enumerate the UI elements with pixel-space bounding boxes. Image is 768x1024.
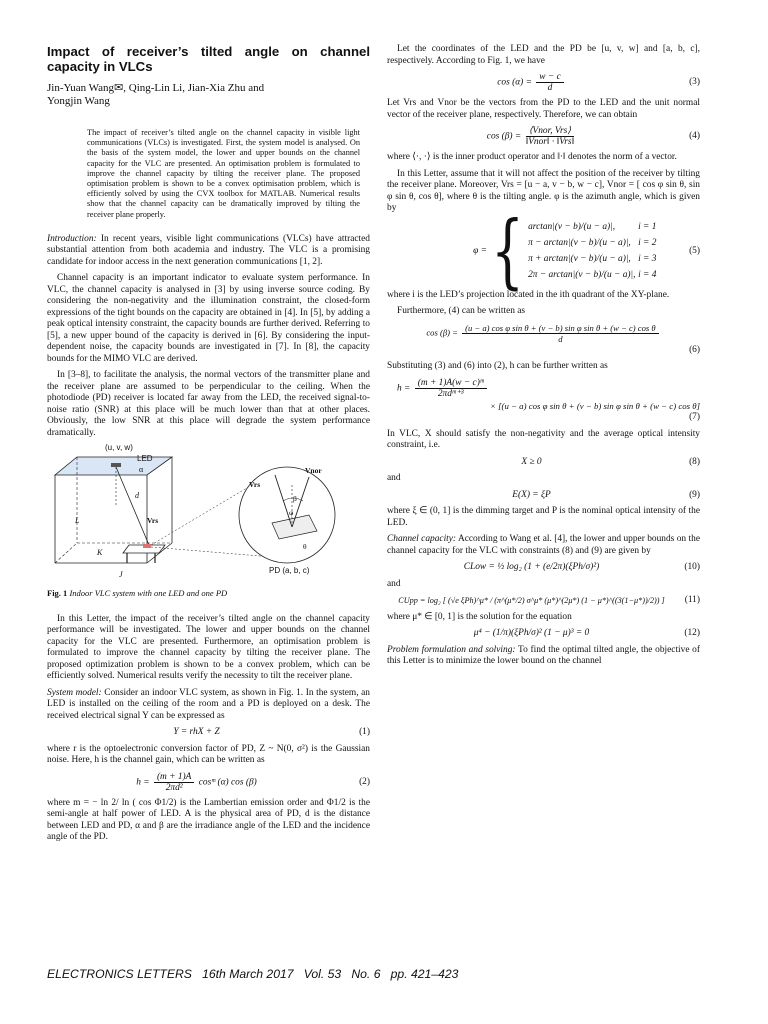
intro-text-1: In recent years, visible light communications (VLCs) have attracted substantial attention from both academia and industry. The VLC is a promising candidate for indoor access in the next generation communications [1, 2]. [47, 233, 370, 267]
eq2-lhs: h = [136, 777, 150, 788]
equation-6-number-row [387, 345, 700, 357]
equation-1-body: Y = rhX + Z [173, 727, 220, 738]
eq5-case-expr: arctan|(v − b)/(u − a)|, [528, 221, 616, 232]
equation-3 [387, 72, 700, 93]
figure-1-caption [47, 588, 370, 600]
system-model-heading: System model: [47, 687, 102, 698]
eq5-case-cond: i = 1 [638, 221, 657, 232]
eq2-denominator: 2πd² [165, 782, 183, 793]
eq4-lhs: cos (β) = [486, 131, 522, 142]
label-phi: φ [289, 508, 294, 518]
eq7-lhs: h = [397, 383, 411, 394]
intro-heading: Introduction: [47, 233, 97, 244]
equation-6 [387, 323, 700, 344]
author-list [47, 82, 370, 108]
label-led: LED [137, 454, 153, 464]
and-text-1: and [387, 473, 401, 483]
eq7-line2: × [(u − a) cos φ sin θ + (v − b) sin φ sin θ + (w − c) cos θ] [489, 400, 700, 411]
equation-7-number: (7) [689, 412, 700, 422]
equation-1-number: (1) [359, 727, 370, 738]
equation-12 [387, 628, 700, 640]
label-vrs-room: Vrs [147, 516, 159, 526]
eq5-case [528, 268, 676, 284]
system-model-paragraph [47, 688, 370, 723]
eq3-denominator: d [547, 83, 553, 93]
intro-paragraph-3: In [3–8], to facilitate the analysis, the normal vectors of the transmitter plane and the receiver plane are assumed to be perpendicular to the ceiling. When the photodiode (PD) receiver is located far away from the LED, the received signal-to-noise ratio (SNR) at this place will be much lower than that at other places. Obviously, the low SNR at this place will degrade the system performance dramatically. [47, 370, 370, 438]
eq5-case [528, 236, 676, 252]
right-paragraph-7: Substituting (3) and (6) into (2), h can be further written as [387, 361, 608, 371]
eq3-lhs: cos (α) = [497, 77, 532, 88]
eq6-numerator: (u − a) cos φ sin θ + (v − b) sin φ sin θ + (w − c) cos θ [462, 323, 659, 334]
eq5-case-expr: π + arctan|(v − b)/(u − a)|, [528, 253, 631, 264]
caption-number: Fig. 1 [47, 588, 68, 599]
and-text-2: and [387, 578, 401, 589]
label-J: J [119, 570, 123, 580]
authors-line-2: Yongjin Wang [47, 95, 110, 107]
equation-2-number: (2) [359, 776, 370, 787]
eq4-numerator: ⟨Vnor, Vrs⟩ [526, 126, 574, 137]
right-paragraph-4: In this Letter, assume that it will not affect the position of the receiver by tilting the receiver plane. Moreover, Vrs = [u − a, v − b, w − c], Vnor = [ cos φ sin θ, sin φ sin θ, cos θ], where θ is the tilting angle. φ is the azimuth angle, which is given by [387, 168, 700, 213]
equation-7-number-row [387, 412, 700, 424]
eq7-fraction [415, 378, 487, 399]
eq5-case-cond: i = 2 [638, 237, 657, 248]
equation-12-body: μ⁴ − (1/π)(ξPh/σ)² (1 − μ)³ = 0 [473, 628, 590, 638]
after-eq1-text: where r is the optoelectronic conversion factor of PD, Z ~ N(0, σ²) is the Gaussian noise. Here, h is the channel gain, which can be written as [47, 743, 370, 766]
eq5-case-expr: π − arctan|(v − b)/(u − a)|, [528, 237, 631, 248]
eq5-case-expr: 2π − arctan|(v − b)/(u − a)|, [528, 269, 636, 280]
eq2-numerator: (m + 1)A [154, 772, 194, 783]
equation-6-number: (6) [689, 344, 700, 355]
right-paragraph-3: where ⟨·, ·⟩ is the inner product operator and ‖·‖ denotes the norm of a vector. [387, 152, 677, 162]
right-paragraph-10: where μ* ∈ [0, 1] is the solution for the equation [387, 611, 572, 622]
equation-11 [387, 595, 700, 607]
eq5-brace: { [491, 205, 525, 298]
right-paragraph-1: Let the coordinates of the LED and the PD be [u, v, w] and [a, b, c], respectively. According to Fig. 1, we have [387, 44, 700, 66]
authors-line-1: Jin-Yuan Wang✉, Qing-Lin Li, Jian-Xia Zhu and [47, 82, 265, 94]
caption-text: Indoor VLC system with one LED and one PD [67, 588, 228, 599]
eq4-denominator: ‖Vnor‖ · ‖Vrs‖ [525, 137, 575, 147]
equation-7-line-2 [387, 401, 700, 413]
after-eq2-text: where m = − ln 2/ ln ( cos Φ1/2) is the Lambertian emission order and Φ1/2 is the semi-angle at half power of LED. A is the physical area of PD, d is the distance between LED and PD, α and β are the irradiance angle of the LED and the incidence angle of the PD. [47, 797, 370, 843]
eq2-rest: cosᵐ (α) cos (β) [198, 777, 257, 788]
eq5-case-cond: i = 3 [638, 253, 657, 264]
eq5-case [528, 220, 676, 236]
channel-capacity-paragraph [387, 534, 700, 557]
eq2-fraction [154, 772, 194, 793]
equation-11-number: (11) [684, 595, 700, 605]
equation-10-number: (10) [684, 562, 700, 572]
equation-10 [387, 562, 700, 574]
right-column [387, 44, 700, 673]
equation-5-number: (5) [689, 245, 700, 256]
equation-3-number: (3) [689, 76, 700, 87]
equation-9 [387, 490, 700, 502]
paper-title: Impact of receiver’s tilted angle on channel capacity in VLCs [47, 44, 370, 74]
eq7-denominator: 2πdᵐ⁺³ [437, 388, 464, 399]
label-vrs: Vrs [249, 480, 261, 490]
eq6-fraction [462, 323, 659, 344]
equation-11-body: CUpp = log₂ [ (√e ξPh)^μ* / (π^(μ*/2) σ^μ* (μ*)^(2μ*) (1 − μ*)^((3(1−μ*))/2)) ] [398, 596, 665, 605]
label-beta: β [293, 494, 297, 504]
journal-footer: ELECTRONICS LETTERS 16th March 2017 Vol. 53 No. 6 pp. 421–423 [47, 967, 459, 981]
equation-8-body: X ≥ 0 [521, 456, 542, 467]
label-K: K [97, 548, 103, 558]
label-theta: θ [303, 542, 307, 552]
left-column [47, 44, 370, 849]
label-d: d [135, 491, 139, 501]
equation-4 [387, 126, 700, 147]
label-L: L [75, 516, 80, 526]
eq6-denominator: d [558, 333, 563, 344]
equation-8 [387, 457, 700, 469]
label-alpha: α [139, 465, 144, 475]
label-uvw: (u, v, w) [105, 443, 133, 453]
equation-1 [47, 727, 370, 739]
eq6-lhs: cos (β) = [426, 326, 458, 337]
label-vnor: Vnor [305, 466, 322, 476]
eq3-fraction [536, 72, 563, 93]
intro-paragraph-2: Channel capacity is an important indicator to evaluate system performance. In VLC, the channel capacity is analysed in [3] by using inverse source coding. By considering the non-negativity and the illumination constraint, the closed-form expressions of the tight bounds on the capacity are obtained in [4]. In [5], by adding a peak optical intensity constraint, the capacity bounds are further derived. Referring to [5], a new upper bound of the capacity is derived in [6]. By considering the input-dependent noise, the capacity bounds are investigated in [7]. In [8], the capacity bounds for the MIMO VLC are derived. [47, 273, 370, 364]
right-paragraph-5: where i is the LED’s projection located in the ith quadrant of the XY-plane. [387, 289, 670, 300]
equation-10-body: CLow = ½ log₂ (1 + (e/2π)(ξPh/σ)²) [463, 562, 600, 572]
figure-1 [47, 445, 370, 580]
eq4-fraction [526, 126, 575, 147]
left-paragraph-after-figure: In this Letter, the impact of the receiver’s tilted angle on the channel capacity performance will be investigated. The lower and upper bounds on the channel capacity for the VLC are presented. Furthermore, an optimisation problem is formulated to improve the channel capacity by tilting the receiver plane. The proposed optimization problem is shown to be a convex problem, which can be efficiently solved. Numerical results verify the necessity to tilt the receiver plane. [47, 613, 370, 682]
label-pd: PD (a, b, c) [269, 566, 310, 576]
right-paragraph-9: where ξ ∈ (0, 1] is the dimming target and P is the nominal optical intensity of the LED. [387, 506, 700, 528]
eq5-case [528, 252, 676, 268]
equation-9-body: E(X) = ξP [512, 489, 551, 500]
problem-formulation-heading: Problem formulation and solving: [387, 644, 516, 655]
eq3-numerator: w − c [536, 72, 563, 83]
equation-4-number: (4) [689, 130, 700, 141]
equation-9-number: (9) [689, 489, 700, 500]
system-model-text: Consider an indoor VLC system, as shown in Fig. 1. In the system, an LED is installed on the ceiling of the room and a PD is deployed on a desk. The received electrical signal Y can be expressed as [47, 687, 370, 721]
channel-capacity-text: According to Wang et al. [4], the lower and upper bounds on the channel capacity for the VLC with constraints (8) and (9) are given by [387, 534, 700, 556]
eq5-cases [528, 220, 676, 284]
equation-2 [47, 772, 370, 793]
right-paragraph-2: Let Vrs and Vnor be the vectors from the PD to the LED and the unit normal vector of the receiver plane, respectively. Therefore, we can obtain [387, 98, 700, 120]
right-paragraph-8: In VLC, X should satisfy the non-negativity and the average optical intensity constraint, i.e. [387, 428, 700, 450]
problem-formulation-text: To find the optimal tilted angle, the objective of this Letter is to minimize the lower bound on the channel [387, 644, 700, 666]
abstract: The impact of receiver’s tilted angle on the channel capacity in visible light communications (VLCs) is investigated. First, the system model is analysed. On the basis of the system model, the lower and upper bounds on the channel capacity for the VLC are presented. An optimisation problem is formulated to improve the channel capacity by tilting the receiver plane. The proposed optimisation problem is shown to be a convex optimisation problem, which is efficiently solved by using the CVX toolbox for MATLAB. Numerical results show that the channel capacity can be dramatically improved by tilting the receiver plane properly. [87, 128, 360, 219]
right-paragraph-6: Furthermore, (4) can be written as [397, 306, 526, 316]
eq7-numerator: (m + 1)A(w − c)ᵐ [415, 378, 487, 389]
equation-8-number: (8) [689, 456, 700, 467]
equation-7 [387, 378, 700, 399]
eq5-case-cond: i = 4 [638, 269, 657, 280]
intro-paragraph-1 [47, 234, 370, 269]
eq5-lhs: φ = [473, 245, 487, 256]
channel-capacity-heading: Channel capacity: [387, 534, 457, 544]
problem-formulation-paragraph [387, 645, 700, 668]
equation-12-number: (12) [684, 628, 700, 638]
